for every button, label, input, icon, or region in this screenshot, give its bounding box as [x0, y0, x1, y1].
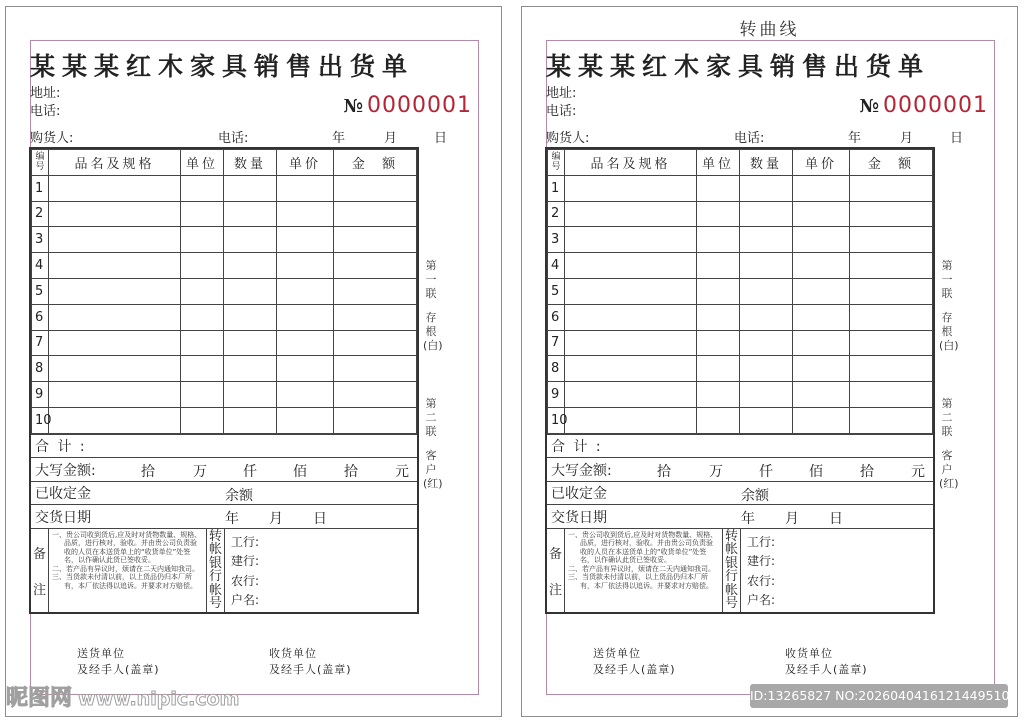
row-number: 5 [548, 278, 565, 304]
row-number: 6 [548, 304, 565, 330]
unit-wan: 万 [193, 464, 207, 481]
cell-price[interactable] [277, 175, 334, 201]
table-row [548, 356, 933, 382]
table-row [548, 304, 933, 330]
deposit-label: 已收定金 [551, 486, 607, 503]
table-row [32, 227, 417, 253]
remarks-label [547, 529, 565, 612]
cell-unit[interactable] [181, 253, 224, 279]
cell-qty[interactable] [740, 382, 793, 408]
remarks-label-bottom: 注 [32, 582, 46, 598]
cell-qty[interactable] [740, 253, 793, 279]
receiver-line2: 及经手人(盖章) [785, 663, 868, 676]
cell-name[interactable] [565, 382, 697, 408]
delivery-date-label: 交货日期 [35, 509, 91, 526]
table-row [32, 356, 417, 382]
row-number: 6 [32, 304, 49, 330]
cell-qty[interactable] [224, 356, 277, 382]
bank-abc: 农行: [231, 573, 260, 588]
sender-line1: 送货单位 [593, 647, 641, 660]
delivery-year: 年 [741, 511, 755, 528]
cell-name[interactable] [49, 175, 181, 201]
bank-icbc: 工行: [231, 534, 260, 549]
cell-name[interactable] [49, 407, 181, 433]
numero-sign: № [859, 96, 880, 117]
unit-shi-2: 拾 [860, 464, 874, 481]
cell-price[interactable] [277, 356, 334, 382]
date-day: 日 [434, 131, 448, 146]
clause-2: 二、若产品有异议时，烦请在二天内通知我司。 [52, 564, 199, 573]
cell-name[interactable] [49, 253, 181, 279]
buyer-row [30, 127, 448, 146]
terms-clauses [49, 529, 207, 612]
sender-line1: 送货单位 [77, 647, 125, 660]
amount-words-row [31, 457, 417, 481]
table-row [32, 253, 417, 279]
unit-yuan: 元 [395, 464, 409, 481]
row-number: 4 [548, 253, 565, 279]
copy-designation [939, 259, 959, 491]
cell-amount[interactable] [850, 382, 933, 408]
cell-name[interactable] [565, 227, 697, 253]
cell-amount[interactable] [334, 304, 417, 330]
buyer-label: 购货人: [30, 131, 74, 146]
cell-qty[interactable] [224, 382, 277, 408]
row-number: 2 [32, 201, 49, 227]
table-row [32, 175, 417, 201]
remarks-label-top: 备 [32, 547, 46, 563]
col-header-unit: 单位 [697, 150, 740, 176]
cell-qty[interactable] [740, 356, 793, 382]
cell-qty[interactable] [224, 253, 277, 279]
table-row [548, 227, 933, 253]
cell-unit[interactable] [181, 201, 224, 227]
watermark-site: www.nipic.com [78, 688, 240, 710]
table-row [548, 407, 933, 433]
table-row [548, 201, 933, 227]
copy-2-label: 第二联 [425, 397, 437, 438]
cell-price[interactable] [277, 407, 334, 433]
row-number: 1 [32, 175, 49, 201]
table-header-row [32, 150, 417, 176]
receiver-signature [269, 646, 352, 678]
bank-ccb: 建行: [231, 554, 260, 569]
date-month: 月 [384, 131, 398, 146]
unit-qian: 仟 [243, 464, 257, 481]
cell-price[interactable] [793, 227, 850, 253]
table-row [548, 278, 933, 304]
balance-label: 余额 [225, 487, 253, 504]
remarks-label-bottom: 注 [548, 582, 562, 598]
delivery-month: 月 [269, 511, 283, 528]
cell-name[interactable] [49, 227, 181, 253]
cell-price[interactable] [793, 175, 850, 201]
account-name: 户名: [747, 593, 776, 608]
cell-amount[interactable] [850, 278, 933, 304]
row-number: 9 [32, 382, 49, 408]
cell-qty[interactable] [740, 201, 793, 227]
items-table [547, 149, 933, 434]
account-name: 户名: [231, 593, 260, 608]
total-row [547, 434, 933, 458]
cell-unit[interactable] [697, 382, 740, 408]
delivery-date-row [31, 504, 417, 528]
cell-unit[interactable] [181, 330, 224, 356]
cell-amount[interactable] [850, 175, 933, 201]
address-label: 地址: [546, 86, 577, 101]
table-row [548, 330, 933, 356]
bank-transfer-label: 转帐银行帐号 [723, 529, 741, 612]
cell-qty[interactable] [740, 227, 793, 253]
row-number: 2 [548, 201, 565, 227]
cell-amount[interactable] [334, 201, 417, 227]
cell-name[interactable] [565, 330, 697, 356]
row-number: 7 [548, 330, 565, 356]
cell-amount[interactable] [850, 356, 933, 382]
cell-qty[interactable] [224, 227, 277, 253]
cell-qty[interactable] [740, 304, 793, 330]
cell-name[interactable] [49, 304, 181, 330]
cell-name[interactable] [565, 201, 697, 227]
deposit-row [31, 481, 417, 505]
buyer-row [546, 127, 964, 146]
cell-price[interactable] [793, 407, 850, 433]
buyer-phone-label: 电话: [734, 131, 765, 146]
cell-unit[interactable] [697, 407, 740, 433]
table-row [32, 330, 417, 356]
cell-qty[interactable] [740, 278, 793, 304]
table-header-row [548, 150, 933, 176]
cell-name[interactable] [565, 253, 697, 279]
form-title: 某某某红木家具销售出货单 [546, 52, 931, 81]
balance-label: 余额 [741, 487, 769, 504]
row-number: 3 [548, 227, 565, 253]
delivery-month: 月 [785, 511, 799, 528]
remarks-label [31, 529, 49, 612]
table-row [32, 201, 417, 227]
cell-qty[interactable] [224, 175, 277, 201]
cell-price[interactable] [277, 253, 334, 279]
copy-designation [423, 259, 443, 491]
cell-qty[interactable] [224, 278, 277, 304]
delivery-day: 日 [313, 511, 327, 528]
cell-amount[interactable] [334, 382, 417, 408]
total-label: 合 计 : [551, 439, 603, 456]
unit-wan: 万 [709, 464, 723, 481]
items-table [31, 149, 417, 434]
right-caption: 转曲线 [739, 20, 800, 40]
delivery-date-label: 交货日期 [551, 509, 607, 526]
watermark-brand: 昵图网 [6, 686, 73, 711]
table-row [32, 304, 417, 330]
cell-amount[interactable] [334, 407, 417, 433]
items-grid [545, 147, 935, 614]
sender-signature [77, 646, 160, 678]
clause-1: 一、贵公司收到货后,应及时对货物数量、规格、品质，进行核对，验收。并由贵公司负责验收的人员在本送货单上的“收货单位”处签名，以作确认此货已签收妥。 [568, 530, 718, 565]
cell-price[interactable] [277, 201, 334, 227]
col-header-name: 品名及规格 [49, 150, 181, 176]
delivery-year: 年 [225, 511, 239, 528]
buyer-phone-label: 电话: [218, 131, 249, 146]
cell-price[interactable] [277, 278, 334, 304]
copy-1-label: 第一联 [941, 259, 953, 300]
bank-abc: 农行: [747, 573, 776, 588]
cell-name[interactable] [49, 382, 181, 408]
cell-amount[interactable] [334, 330, 417, 356]
cell-amount[interactable] [850, 253, 933, 279]
row-number: 8 [548, 356, 565, 382]
serial-value: 0000001 [367, 93, 472, 118]
cell-price[interactable] [277, 382, 334, 408]
date-month: 月 [900, 131, 914, 146]
amount-words-label: 大写金额: [35, 462, 96, 479]
cell-price[interactable] [793, 382, 850, 408]
cell-price[interactable] [793, 330, 850, 356]
copy-2-desc: 客户(红) [423, 449, 443, 490]
cell-amount[interactable] [334, 175, 417, 201]
row-number: 9 [548, 382, 565, 408]
cell-name[interactable] [49, 201, 181, 227]
cell-unit[interactable] [181, 356, 224, 382]
cell-amount[interactable] [850, 227, 933, 253]
receiver-line1: 收货单位 [269, 647, 317, 660]
amount-words-row [547, 457, 933, 481]
cell-qty[interactable] [224, 304, 277, 330]
bank-accounts [741, 529, 933, 612]
col-header-qty: 数量 [740, 150, 793, 176]
cell-amount[interactable] [850, 330, 933, 356]
cell-price[interactable] [277, 227, 334, 253]
date-year: 年 [848, 131, 862, 146]
row-number: 4 [32, 253, 49, 279]
sender-line2: 及经手人(盖章) [77, 663, 160, 676]
cell-amount[interactable] [334, 356, 417, 382]
date-year: 年 [332, 131, 346, 146]
unit-yuan: 元 [911, 464, 925, 481]
cell-unit[interactable] [697, 278, 740, 304]
cell-qty[interactable] [224, 330, 277, 356]
watermark-left [6, 681, 239, 712]
serial-value: 0000001 [883, 93, 988, 118]
cell-qty[interactable] [740, 175, 793, 201]
total-label: 合 计 : [35, 439, 87, 456]
table-row [32, 278, 417, 304]
sender-line2: 及经手人(盖章) [593, 663, 676, 676]
row-number: 10 [32, 407, 49, 433]
cell-price[interactable] [793, 278, 850, 304]
bank-transfer-label: 转帐银行帐号 [207, 529, 225, 612]
sender-signature [593, 646, 676, 678]
table-row [548, 175, 933, 201]
table-row [32, 382, 417, 408]
cell-name[interactable] [565, 278, 697, 304]
cell-unit[interactable] [181, 227, 224, 253]
remarks-section [31, 528, 417, 612]
cell-unit[interactable] [181, 175, 224, 201]
cell-qty[interactable] [224, 407, 277, 433]
cell-qty[interactable] [740, 407, 793, 433]
col-header-price: 单价 [277, 150, 334, 176]
unit-qian: 仟 [759, 464, 773, 481]
receiver-line2: 及经手人(盖章) [269, 663, 352, 676]
clause-3: 三、当货款未付清以前，以上货品仍归本厂所有，本厂依法得以追诉。并要求对方赔偿。 [568, 573, 713, 590]
cell-unit[interactable] [697, 227, 740, 253]
receiver-signature [785, 646, 868, 678]
bank-ccb: 建行: [747, 554, 776, 569]
row-number: 3 [32, 227, 49, 253]
cell-qty[interactable] [224, 201, 277, 227]
clause-2: 二、若产品有异议时，烦请在二天内通知我司。 [568, 564, 715, 573]
cell-price[interactable] [793, 253, 850, 279]
clause-3: 三、当货款未付清以前，以上货品仍归本厂所有，本厂依法得以追诉。并要求对方赔偿。 [52, 573, 197, 590]
cell-unit[interactable] [181, 278, 224, 304]
remarks-section [547, 528, 933, 612]
cell-name[interactable] [49, 330, 181, 356]
col-header-no: 编号 [32, 150, 49, 176]
col-header-amount: 金 额 [850, 150, 933, 176]
cell-amount[interactable] [850, 304, 933, 330]
cell-price[interactable] [277, 304, 334, 330]
row-number: 1 [548, 175, 565, 201]
cell-amount[interactable] [850, 407, 933, 433]
numero-sign: № [343, 96, 364, 117]
deposit-row [547, 481, 933, 505]
form-title: 某某某红木家具销售出货单 [30, 52, 415, 81]
cell-price[interactable] [277, 330, 334, 356]
cell-price[interactable] [793, 201, 850, 227]
cell-name[interactable] [49, 356, 181, 382]
cell-unit[interactable] [697, 253, 740, 279]
copy-1-desc: 存根(白) [939, 311, 959, 352]
items-grid [29, 147, 419, 614]
copy-2-desc: 客户(红) [939, 449, 959, 490]
delivery-date-row [547, 504, 933, 528]
col-header-name: 品名及规格 [565, 150, 697, 176]
cell-amount[interactable] [334, 253, 417, 279]
cell-name[interactable] [565, 356, 697, 382]
buyer-label: 购货人: [546, 131, 590, 146]
amount-words-label: 大写金额: [551, 462, 612, 479]
cell-amount[interactable] [334, 227, 417, 253]
cell-unit[interactable] [181, 407, 224, 433]
cell-price[interactable] [793, 304, 850, 330]
cell-name[interactable] [565, 175, 697, 201]
unit-bai: 佰 [809, 464, 823, 481]
receiver-line1: 收货单位 [785, 647, 833, 660]
remarks-label-top: 备 [548, 547, 562, 563]
phone-label: 电话: [30, 104, 61, 119]
col-header-no: 编号 [548, 150, 565, 176]
unit-shi-2: 拾 [344, 464, 358, 481]
row-number: 7 [32, 330, 49, 356]
cell-price[interactable] [793, 356, 850, 382]
address-label: 地址: [30, 86, 61, 101]
form-panel-left [5, 6, 502, 717]
cell-name[interactable] [565, 304, 697, 330]
cell-unit[interactable] [181, 304, 224, 330]
copy-2-label: 第二联 [941, 397, 953, 438]
cell-amount[interactable] [334, 278, 417, 304]
total-row [31, 434, 417, 458]
col-header-amount: 金 额 [334, 150, 417, 176]
date-day: 日 [950, 131, 964, 146]
cell-unit[interactable] [697, 201, 740, 227]
unit-shi-1: 拾 [657, 464, 671, 481]
bank-icbc: 工行: [747, 534, 776, 549]
copy-1-desc: 存根(白) [423, 311, 443, 352]
deposit-label: 已收定金 [35, 486, 91, 503]
delivery-day: 日 [829, 511, 843, 528]
bank-accounts [225, 529, 417, 612]
row-number: 5 [32, 278, 49, 304]
row-number: 8 [32, 356, 49, 382]
unit-bai: 佰 [293, 464, 307, 481]
cell-name[interactable] [49, 278, 181, 304]
cell-unit[interactable] [697, 175, 740, 201]
cell-unit[interactable] [697, 356, 740, 382]
cell-name[interactable] [565, 407, 697, 433]
table-row [548, 382, 933, 408]
terms-clauses [565, 529, 723, 612]
cell-qty[interactable] [740, 330, 793, 356]
col-header-qty: 数量 [224, 150, 277, 176]
clause-1: 一、贵公司收到货后,应及时对货物数量、规格、品质，进行核对，验收。并由贵公司负责验收的人员在本送货单上的“收货单位”处签名，以作确认此货已签收妥。 [52, 530, 202, 565]
unit-shi-1: 拾 [141, 464, 155, 481]
serial-number [343, 93, 472, 118]
col-header-unit: 单位 [181, 150, 224, 176]
watermark-id-badge: ID:13265827 NO:20260404161214495108 [750, 684, 1008, 708]
phone-label: 电话: [546, 104, 577, 119]
cell-unit[interactable] [697, 330, 740, 356]
table-row [32, 407, 417, 433]
serial-number [859, 93, 988, 118]
cell-unit[interactable] [181, 382, 224, 408]
col-header-price: 单价 [793, 150, 850, 176]
cell-amount[interactable] [850, 201, 933, 227]
form-panel-right [521, 6, 1018, 717]
cell-unit[interactable] [697, 304, 740, 330]
row-number: 10 [548, 407, 565, 433]
table-row [548, 253, 933, 279]
copy-1-label: 第一联 [425, 259, 437, 300]
